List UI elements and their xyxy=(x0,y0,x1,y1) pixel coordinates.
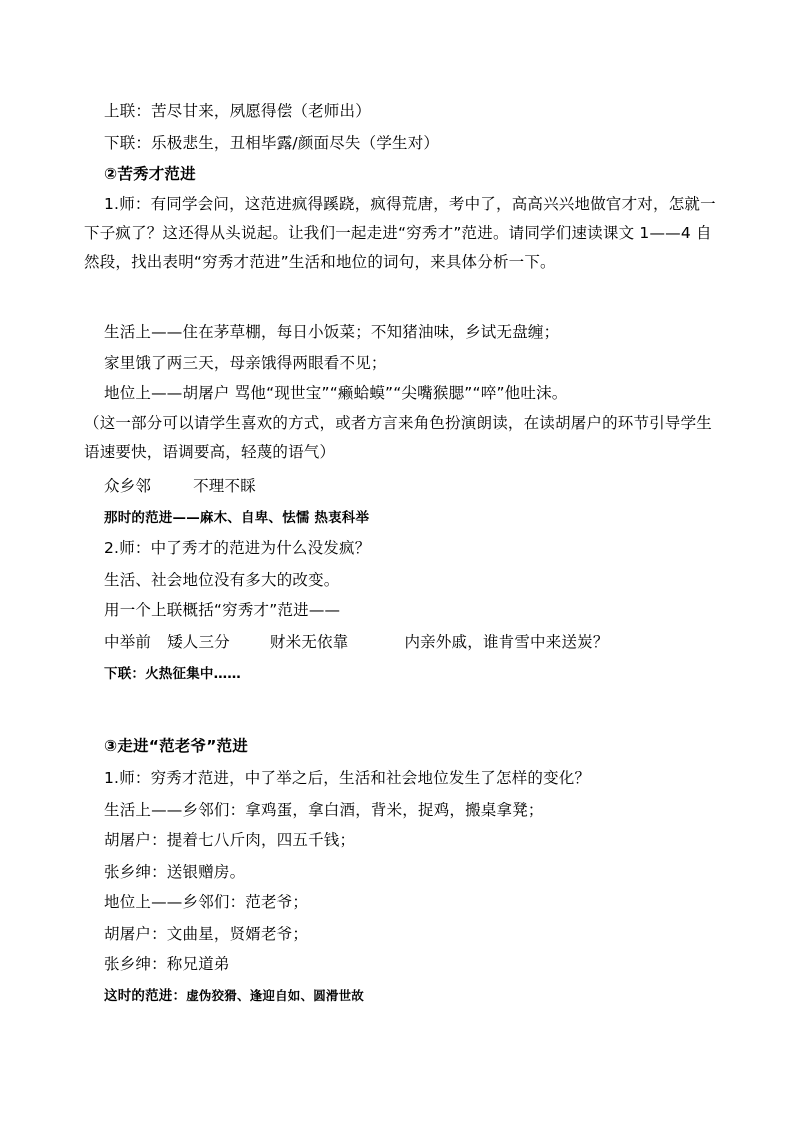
question-3: 1.师：穷秀才范进，中了举之后，生活和社会地位发生了怎样的变化？ xyxy=(104,769,591,787)
couplet-columns xyxy=(104,632,609,652)
summary-now-label: 这时的范进： xyxy=(104,988,187,1004)
summary-then: 那时的范进——麻木、自卑、怯懦 热衷科举 xyxy=(104,510,370,526)
status-after-2: 胡屠户：文曲星，贤婿老爷； xyxy=(104,925,309,943)
status-after-3: 张乡绅：称兄道弟 xyxy=(104,955,230,973)
teaching-note: （这一部分可以请学生喜欢的方式，或者方言来角色扮演朗读，在读胡屠户的环节引导学生语速要快，语调要高，轻蔑的语气） xyxy=(84,414,713,461)
couplet-col-1: 中举前 xyxy=(104,633,152,651)
question-2: 2.师：中了秀才的范进为什么没发疯？ xyxy=(104,539,371,557)
question-1-text: 1.师：有同学会问，这范进疯得蹊跷，疯得荒唐，考中了，高高兴兴地做官才对，怎就一下子疯了？这还得从头说起。让我们一起走进“穷秀才”范进。请同学们速读课文 1——4 自然段，找出表明“穷秀才范进”生活和地位的词句，来具体分析一下。 xyxy=(84,195,716,271)
life-after-2: 胡屠户：提着七八斤肉，四五千钱； xyxy=(104,831,356,849)
summary-now xyxy=(104,986,364,1006)
neighbors-line xyxy=(104,476,256,496)
couplet-col-2: 矮人三分 xyxy=(167,633,230,651)
couplet-col-3: 财米无依靠 xyxy=(269,633,349,651)
life-after-1: 生活上——乡邻们：拿鸡蛋，拿白酒，背米，捉鸡，搬桌拿凳； xyxy=(104,801,544,819)
question-1-paragraph xyxy=(84,190,724,277)
life-after-3: 张乡绅：送银赠房。 xyxy=(104,863,246,881)
couplet-col-4: 内亲外戚，谁肯雪中来送炭？ xyxy=(404,633,609,651)
section-heading-poor-scholar: ②苦秀才范进 xyxy=(104,165,196,183)
status-line-1: 地位上——胡屠户 骂他“现世宝”“癞蛤蟆”“尖嘴猴腮”“啐”他吐沫。 xyxy=(104,384,568,402)
neighbors-label: 众乡邻 xyxy=(104,477,152,495)
answer-2: 生活、社会地位没有多大的改变。 xyxy=(104,571,340,589)
summary-now-value: 虚伪狡猾、逢迎自如、圆滑世故 xyxy=(186,988,365,1003)
status-after-1: 地位上——乡邻们：范老爷； xyxy=(104,893,309,911)
neighbors-value: 不理不睬 xyxy=(193,477,256,495)
lower-couplet-call: 下联：火热征集中…… xyxy=(104,666,241,682)
couplet-lower: 下联：乐极悲生，丑相毕露/颜面尽失（学生对） xyxy=(104,134,440,152)
life-line-2: 家里饿了两三天，母亲饿得两眼看不见； xyxy=(104,354,387,372)
couplet-upper: 上联：苦尽甘来，夙愿得偿（老师出） xyxy=(104,102,371,120)
section-heading-master-fan: ③走进“范老爷”范进 xyxy=(104,737,248,755)
couplet-prompt: 用一个上联概括“穷秀才”范进—— xyxy=(104,601,341,619)
life-line-1: 生活上——住在茅草棚，每日小饭菜；不知猪油味，乡试无盘缠； xyxy=(104,323,560,341)
